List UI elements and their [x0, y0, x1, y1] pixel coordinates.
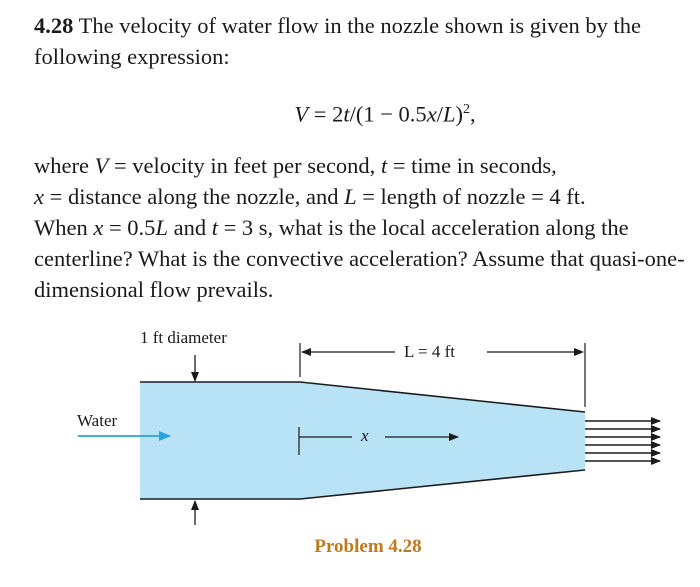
figure-caption: Problem 4.28	[314, 536, 422, 557]
outlet-jet-arrows	[585, 421, 660, 461]
problem-intro	[34, 10, 696, 72]
body-var-l: L	[344, 183, 357, 209]
body-text-6: When	[34, 214, 94, 240]
water-label: Water	[77, 411, 118, 430]
body-var-x: x	[34, 183, 44, 209]
body-var-x2: x	[93, 214, 104, 240]
body-var-t2: t	[211, 214, 218, 240]
eq-lhs: V	[294, 101, 309, 127]
eq-tail: ,	[469, 101, 476, 127]
body-text-9: = 3 s, what is the local acceleration along the centerline? What is the convective acceleration? Assume that quasi-one-dimensional flow prevails.	[34, 214, 685, 302]
body-text-8: and	[167, 214, 212, 240]
eq-L: L	[442, 101, 456, 127]
eq-exponent: 2	[462, 102, 470, 117]
velocity-equation	[34, 94, 696, 130]
eq-t: t	[343, 101, 350, 127]
x-label: x	[361, 426, 369, 445]
body-text-5: = length of nozzle = 4 ft.	[356, 183, 586, 209]
eq-part: /(1 − 0.5	[349, 101, 427, 127]
body-text-2: = velocity in feet per second,	[108, 152, 381, 178]
diameter-label: 1 ft diameter	[140, 328, 227, 347]
length-label: L = 4 ft	[404, 342, 455, 361]
eq-slash: /	[436, 101, 443, 127]
eq-equals: =	[308, 101, 333, 127]
body-var-v: V	[94, 152, 109, 178]
body-text-3: = time in seconds,	[387, 152, 557, 178]
eq-coef: 2	[332, 101, 344, 127]
body-text-1: where	[34, 152, 95, 178]
body-var-t: t	[380, 152, 388, 178]
problem-intro-text: The velocity of water flow in the nozzle shown is given by the following expression:	[34, 13, 641, 69]
nozzle-figure	[0, 315, 700, 587]
problem-statement	[34, 10, 696, 305]
body-var-l2: L	[155, 214, 168, 240]
body-text-7: = 0.5	[103, 214, 156, 240]
eq-close: )	[455, 101, 463, 127]
body-text-4: = distance along the nozzle, and	[44, 183, 345, 209]
problem-number: 4.28	[34, 13, 74, 38]
problem-body	[34, 150, 696, 305]
eq-x: x	[426, 101, 437, 127]
